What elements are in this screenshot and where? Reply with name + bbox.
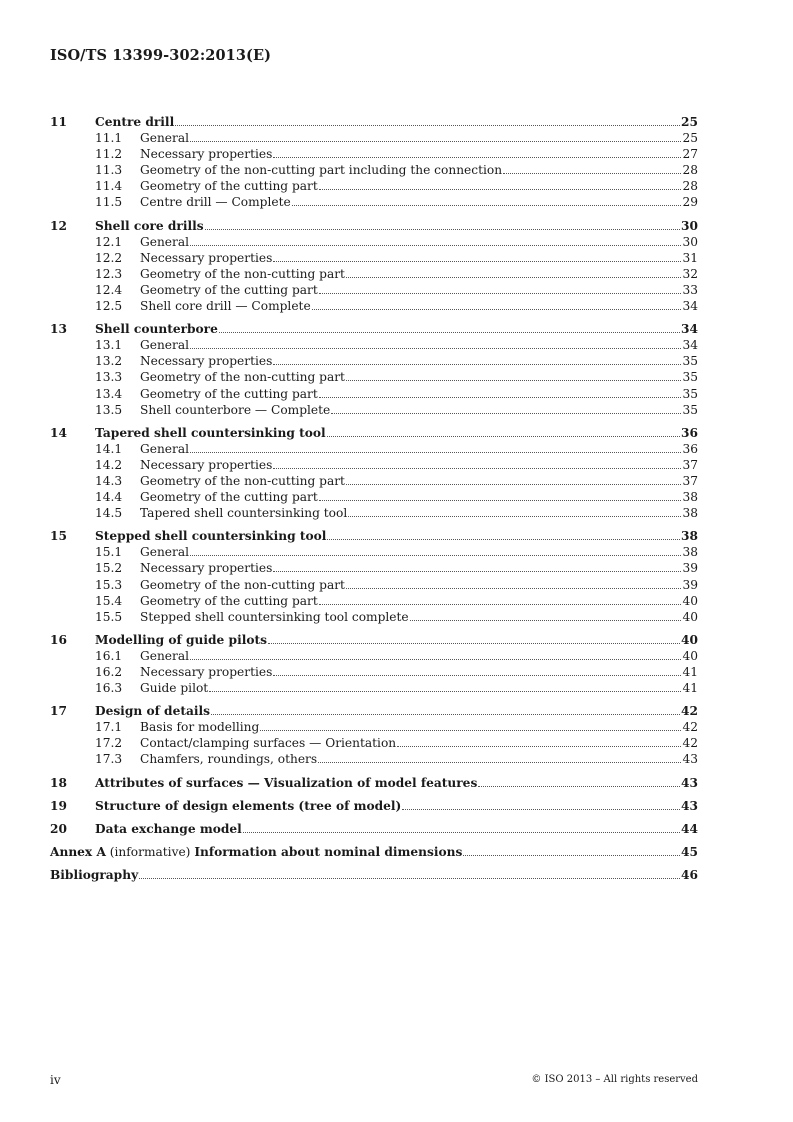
toc-subclause-16.3[interactable] (50, 680, 698, 696)
toc-subclause-title: General (140, 131, 189, 146)
toc-subclause-title: Geometry of the non-cutting part including the connection (140, 163, 503, 178)
toc-subclause-14.1[interactable] (50, 441, 698, 457)
toc-subclause-number: 15.3 (95, 577, 123, 592)
toc-subclause-number: 16.1 (95, 648, 123, 663)
toc-subclause-number: 11.1 (95, 131, 123, 146)
leader-dots (190, 555, 681, 556)
toc-subclause-title: General (140, 234, 189, 249)
toc-subclause-12.3[interactable] (50, 266, 698, 282)
toc-page-number: 36 (682, 441, 698, 456)
toc-subclause-11.2[interactable] (50, 146, 698, 162)
toc-subclause-number-cell (50, 457, 140, 473)
toc-page-number: 39 (682, 577, 698, 592)
toc-page-number: 28 (682, 179, 698, 194)
toc-subclause-title: Necessary properties (140, 457, 273, 472)
toc-subclause-11.4[interactable] (50, 178, 698, 194)
toc-subclause-number: 12.2 (95, 250, 123, 265)
toc-bibliography[interactable] (50, 867, 698, 883)
leader-dots (346, 484, 682, 485)
toc-page-number: 43 (681, 775, 698, 790)
leader-dots (319, 397, 682, 398)
leader-dots (260, 730, 681, 731)
toc-subclause-number-cell (50, 337, 140, 353)
toc-subclause-number-cell (50, 402, 140, 418)
toc-annex-title: Information about nominal dimensions (194, 844, 463, 859)
toc-subclause-title: Geometry of the cutting part (140, 386, 318, 401)
toc-subclause-15.3[interactable] (50, 577, 698, 593)
leader-dots (319, 189, 682, 190)
toc-subclause-12.1[interactable] (50, 234, 698, 250)
toc-page-number: 36 (681, 425, 698, 440)
toc-subclause-number: 17.2 (95, 736, 123, 751)
toc-page-number: 25 (682, 131, 698, 146)
toc-subclause-14.5[interactable] (50, 505, 698, 521)
toc-subclause-number: 14.3 (95, 473, 123, 488)
leader-dots (268, 643, 680, 644)
toc-subclause-number-cell (50, 577, 140, 593)
toc-subclause-number-cell (50, 648, 140, 664)
toc-subclause-14.4[interactable] (50, 489, 698, 505)
toc-subclause-number: 12.5 (95, 299, 123, 314)
toc-page-number: 35 (682, 354, 698, 369)
leader-dots (402, 809, 680, 810)
toc-subclause-15.1[interactable] (50, 544, 698, 560)
toc-clause-number: 18 (50, 775, 67, 790)
toc-subclause-number: 14.1 (95, 441, 123, 456)
toc-subclause-title: Necessary properties (140, 665, 273, 679)
toc-subclause-number: 13.3 (95, 370, 123, 385)
toc-page-number: 33 (682, 282, 698, 297)
toc-page-number: 38 (682, 490, 698, 505)
toc-subclause-number-cell (50, 664, 140, 680)
toc-subclause-number: 13.5 (95, 402, 123, 417)
toc-subclause-number: 15.1 (95, 545, 123, 560)
toc-subclause-15.2[interactable] (50, 560, 698, 576)
toc-subclause-title: Geometry of the cutting part (140, 282, 318, 297)
toc-subclause-title: Centre drill — Complete (140, 195, 291, 210)
toc-subclause-number-cell (50, 441, 140, 457)
toc-page-number: 35 (682, 402, 698, 417)
toc-subclause-number-cell (50, 489, 140, 505)
toc-subclause-number: 12.4 (95, 282, 123, 297)
toc-subclause-number: 12.3 (95, 266, 123, 281)
toc-bibliography-title: Bibliography (50, 867, 139, 882)
toc-clause-title: Modelling of guide pilots (95, 632, 267, 647)
leader-dots (346, 380, 682, 381)
toc-page-number: 32 (682, 266, 698, 281)
toc-clause-title: Data exchange model (95, 821, 242, 836)
leader-dots (319, 293, 682, 294)
toc-subclause-12.4[interactable] (50, 282, 698, 298)
toc-page-number: 34 (682, 299, 698, 314)
leader-dots (319, 500, 682, 501)
toc-subclause-number-cell (50, 266, 140, 282)
toc-subclause-title: Necessary properties (140, 561, 273, 576)
toc-page-number: 31 (682, 250, 698, 265)
toc-clause-11[interactable] (50, 114, 698, 130)
toc-subclause-number-cell (50, 735, 140, 751)
leader-dots (331, 413, 681, 414)
toc-subclause-17.3[interactable] (50, 751, 698, 767)
toc-subclause-number: 11.4 (95, 179, 123, 194)
toc-page-number: 44 (681, 821, 698, 836)
toc-subclause-number-cell (50, 282, 140, 298)
toc-subclause-title: Stepped shell countersinking tool complete (140, 609, 409, 624)
toc-annex-label: Annex A (50, 844, 106, 859)
toc-subclause-number-cell (50, 130, 140, 146)
toc-subclause-13.4[interactable] (50, 386, 698, 402)
toc-subclause-number-cell (50, 353, 140, 369)
leader-dots (175, 125, 680, 126)
toc-subclause-12.5[interactable] (50, 298, 698, 314)
leader-dots (190, 141, 681, 142)
toc-subclause-number: 13.2 (95, 354, 123, 369)
toc-page-number: 34 (682, 338, 698, 353)
toc-subclause-15.5[interactable] (50, 609, 698, 625)
toc-page-number: 27 (682, 147, 698, 162)
toc-subclause-number: 13.4 (95, 386, 123, 401)
document-header: ISO/TS 13399-302:2013(E) (50, 47, 272, 64)
toc-subclause-number: 15.2 (95, 561, 123, 576)
leader-dots (348, 516, 681, 517)
toc-subclause-15.4[interactable] (50, 593, 698, 609)
toc-page-number: 28 (682, 163, 698, 178)
toc-subclause-17.1[interactable] (50, 719, 698, 735)
toc-subclause-title: Geometry of the non-cutting part (140, 473, 345, 488)
toc-clause-number: 16 (50, 632, 67, 647)
toc-page-number: 25 (681, 115, 698, 129)
toc-page-number: 40 (682, 609, 698, 624)
toc-page-number: 35 (682, 386, 698, 401)
toc-subclause-number-cell (50, 194, 140, 210)
leader-dots (463, 855, 680, 856)
toc-page-number: 29 (682, 195, 698, 210)
toc-subclause-title: Necessary properties (140, 147, 273, 162)
toc-subclause-number-cell (50, 505, 140, 521)
toc-subclause-16.2[interactable] (50, 664, 698, 680)
toc-subclause-12.2[interactable] (50, 250, 698, 266)
toc-subclause-14.3[interactable] (50, 473, 698, 489)
toc-page-number: 42 (682, 736, 698, 751)
leader-dots (273, 261, 681, 262)
toc-page-number: 35 (682, 370, 698, 385)
toc-subclause-13.5[interactable] (50, 402, 698, 418)
toc-subclause-title: Shell core drill — Complete (140, 299, 311, 314)
toc-subclause-title: Geometry of the cutting part (140, 490, 318, 505)
table-of-contents (50, 114, 698, 883)
toc-page-number: 30 (681, 218, 698, 233)
toc-subclause-number: 13.1 (95, 338, 123, 353)
page-number: iv (50, 1073, 61, 1087)
leader-dots (273, 675, 681, 676)
toc-subclause-number-cell (50, 593, 140, 609)
toc-page-number: 40 (682, 648, 698, 663)
toc-page-number: 41 (682, 681, 698, 696)
toc-subclause-title: Necessary properties (140, 354, 273, 369)
toc-clause-16[interactable] (50, 632, 698, 648)
toc-subclause-number-cell (50, 162, 140, 178)
toc-subclause-title: Geometry of the non-cutting part (140, 577, 345, 592)
toc-clause-number: 14 (50, 425, 67, 440)
toc-subclause-number: 11.2 (95, 147, 123, 162)
toc-subclause-number-cell (50, 544, 140, 560)
toc-subclause-number-cell (50, 680, 140, 696)
toc-page-number: 45 (681, 844, 698, 859)
toc-page-number: 43 (682, 752, 698, 767)
toc-page-number: 41 (682, 665, 698, 679)
leader-dots (243, 832, 680, 833)
toc-subclause-17.2[interactable] (50, 735, 698, 751)
leader-dots (346, 277, 682, 278)
toc-page-number: 34 (681, 322, 698, 337)
toc-clause-title: Shell core drills (95, 218, 204, 233)
toc-page-number: 37 (682, 473, 698, 488)
toc-page-number: 37 (682, 457, 698, 472)
toc-annex-a[interactable] (50, 844, 698, 860)
toc-clause-17[interactable] (50, 703, 698, 719)
toc-page-number: 38 (681, 529, 698, 544)
toc-clause-19[interactable] (50, 798, 698, 814)
leader-dots (397, 746, 681, 747)
leader-dots (273, 157, 681, 158)
leader-dots (273, 571, 681, 572)
toc-subclause-number-cell (50, 178, 140, 194)
toc-subclause-title: Guide pilot (140, 681, 209, 696)
toc-subclause-number: 11.3 (95, 163, 123, 178)
toc-clause-18[interactable] (50, 775, 698, 791)
toc-subclause-number-cell (50, 146, 140, 162)
toc-subclause-13.3[interactable] (50, 369, 698, 385)
toc-clause-20[interactable] (50, 821, 698, 837)
toc-page-number: 43 (681, 798, 698, 813)
toc-subclause-title: Necessary properties (140, 250, 273, 265)
toc-clause-number: 12 (50, 218, 67, 233)
leader-dots (273, 468, 681, 469)
toc-clause-15[interactable] (50, 528, 698, 544)
toc-clause-number: 17 (50, 704, 67, 719)
toc-clause-12[interactable] (50, 218, 698, 234)
toc-subclause-number-cell (50, 609, 140, 625)
toc-clause-number: 19 (50, 798, 67, 813)
toc-subclause-number-cell (50, 369, 140, 385)
toc-annex-qualifier: (informative) (109, 844, 191, 859)
toc-page-number: 30 (682, 234, 698, 249)
toc-subclause-number: 15.4 (95, 593, 123, 608)
toc-clause-number: 11 (50, 115, 67, 129)
leader-dots (190, 348, 681, 349)
copyright-notice: © ISO 2013 – All rights reserved (531, 1074, 698, 1085)
toc-page-number: 42 (681, 704, 698, 719)
toc-subclause-number-cell (50, 751, 140, 767)
toc-subclause-16.1[interactable] (50, 648, 698, 664)
toc-page-number: 46 (681, 867, 698, 882)
toc-subclause-number-cell (50, 473, 140, 489)
toc-subclause-title: Basis for modelling (140, 720, 260, 735)
toc-clause-14[interactable] (50, 425, 698, 441)
toc-subclause-number-cell (50, 719, 140, 735)
leader-dots (209, 691, 681, 692)
toc-subclause-title: Chamfers, roundings, others (140, 752, 318, 767)
toc-clause-title: Centre drill (95, 115, 175, 129)
leader-dots (190, 452, 681, 453)
toc-page-number: 40 (682, 593, 698, 608)
toc-page-number: 39 (682, 561, 698, 576)
leader-dots (211, 714, 680, 715)
toc-page-number: 38 (682, 545, 698, 560)
leader-dots (273, 364, 681, 365)
toc-clause-title: Structure of design elements (tree of model) (95, 798, 402, 813)
toc-page-number: 40 (681, 632, 698, 647)
toc-subclause-number-cell (50, 298, 140, 314)
toc-subclause-title: General (140, 441, 189, 456)
leader-dots (410, 620, 682, 621)
leader-dots (205, 229, 680, 230)
toc-page-number: 38 (682, 506, 698, 521)
toc-subclause-title: General (140, 338, 189, 353)
leader-dots (318, 762, 681, 763)
toc-clause-title: Shell counterbore (95, 322, 218, 337)
toc-subclause-title: Geometry of the non-cutting part (140, 370, 345, 385)
toc-subclause-number: 16.3 (95, 681, 123, 696)
leader-dots (292, 205, 682, 206)
toc-subclause-number: 15.5 (95, 609, 123, 624)
toc-clause-title: Attributes of surfaces — Visualization of model features (95, 775, 478, 790)
toc-subclause-number: 11.5 (95, 195, 123, 210)
leader-dots (327, 539, 680, 540)
toc-subclause-13.1[interactable] (50, 337, 698, 353)
toc-subclause-11.3[interactable] (50, 162, 698, 178)
toc-clause-number: 15 (50, 529, 67, 544)
leader-dots (312, 309, 682, 310)
toc-subclause-title: Geometry of the cutting part (140, 593, 318, 608)
leader-dots (219, 332, 680, 333)
leader-dots (503, 173, 681, 174)
toc-subclause-number: 14.2 (95, 457, 123, 472)
toc-subclause-number-cell (50, 250, 140, 266)
leader-dots (190, 659, 681, 660)
toc-subclause-number: 12.1 (95, 234, 123, 249)
toc-subclause-title: General (140, 648, 189, 663)
toc-subclause-title: Geometry of the non-cutting part (140, 266, 345, 281)
toc-clause-number: 20 (50, 821, 67, 836)
leader-dots (319, 604, 682, 605)
toc-clause-13[interactable] (50, 321, 698, 337)
toc-subclause-13.2[interactable] (50, 353, 698, 369)
toc-clause-title: Stepped shell countersinking tool (95, 529, 327, 544)
toc-subclause-11.1[interactable] (50, 130, 698, 146)
toc-subclause-number: 17.3 (95, 752, 123, 767)
leader-dots (327, 436, 680, 437)
toc-subclause-number: 14.4 (95, 490, 123, 505)
toc-subclause-14.2[interactable] (50, 457, 698, 473)
toc-subclause-title: Geometry of the cutting part (140, 179, 318, 194)
toc-clause-title: Tapered shell countersinking tool (95, 425, 326, 440)
leader-dots (190, 245, 681, 246)
leader-dots (478, 786, 680, 787)
toc-subclause-title: Shell counterbore — Complete (140, 402, 331, 417)
toc-subclause-number-cell (50, 560, 140, 576)
toc-clause-title: Design of details (95, 704, 210, 719)
leader-dots (139, 878, 680, 879)
toc-clause-number: 13 (50, 322, 67, 337)
toc-subclause-number: 14.5 (95, 506, 123, 521)
toc-subclause-number-cell (50, 386, 140, 402)
toc-subclause-title: Contact/clamping surfaces — Orientation (140, 736, 397, 751)
leader-dots (346, 588, 682, 589)
toc-subclause-number: 17.1 (95, 720, 123, 735)
toc-subclause-title: General (140, 545, 189, 560)
toc-subclause-number-cell (50, 234, 140, 250)
toc-page-number: 42 (682, 720, 698, 735)
toc-subclause-11.5[interactable] (50, 194, 698, 210)
toc-subclause-number: 16.2 (95, 665, 123, 679)
toc-subclause-title: Tapered shell countersinking tool (140, 506, 348, 521)
